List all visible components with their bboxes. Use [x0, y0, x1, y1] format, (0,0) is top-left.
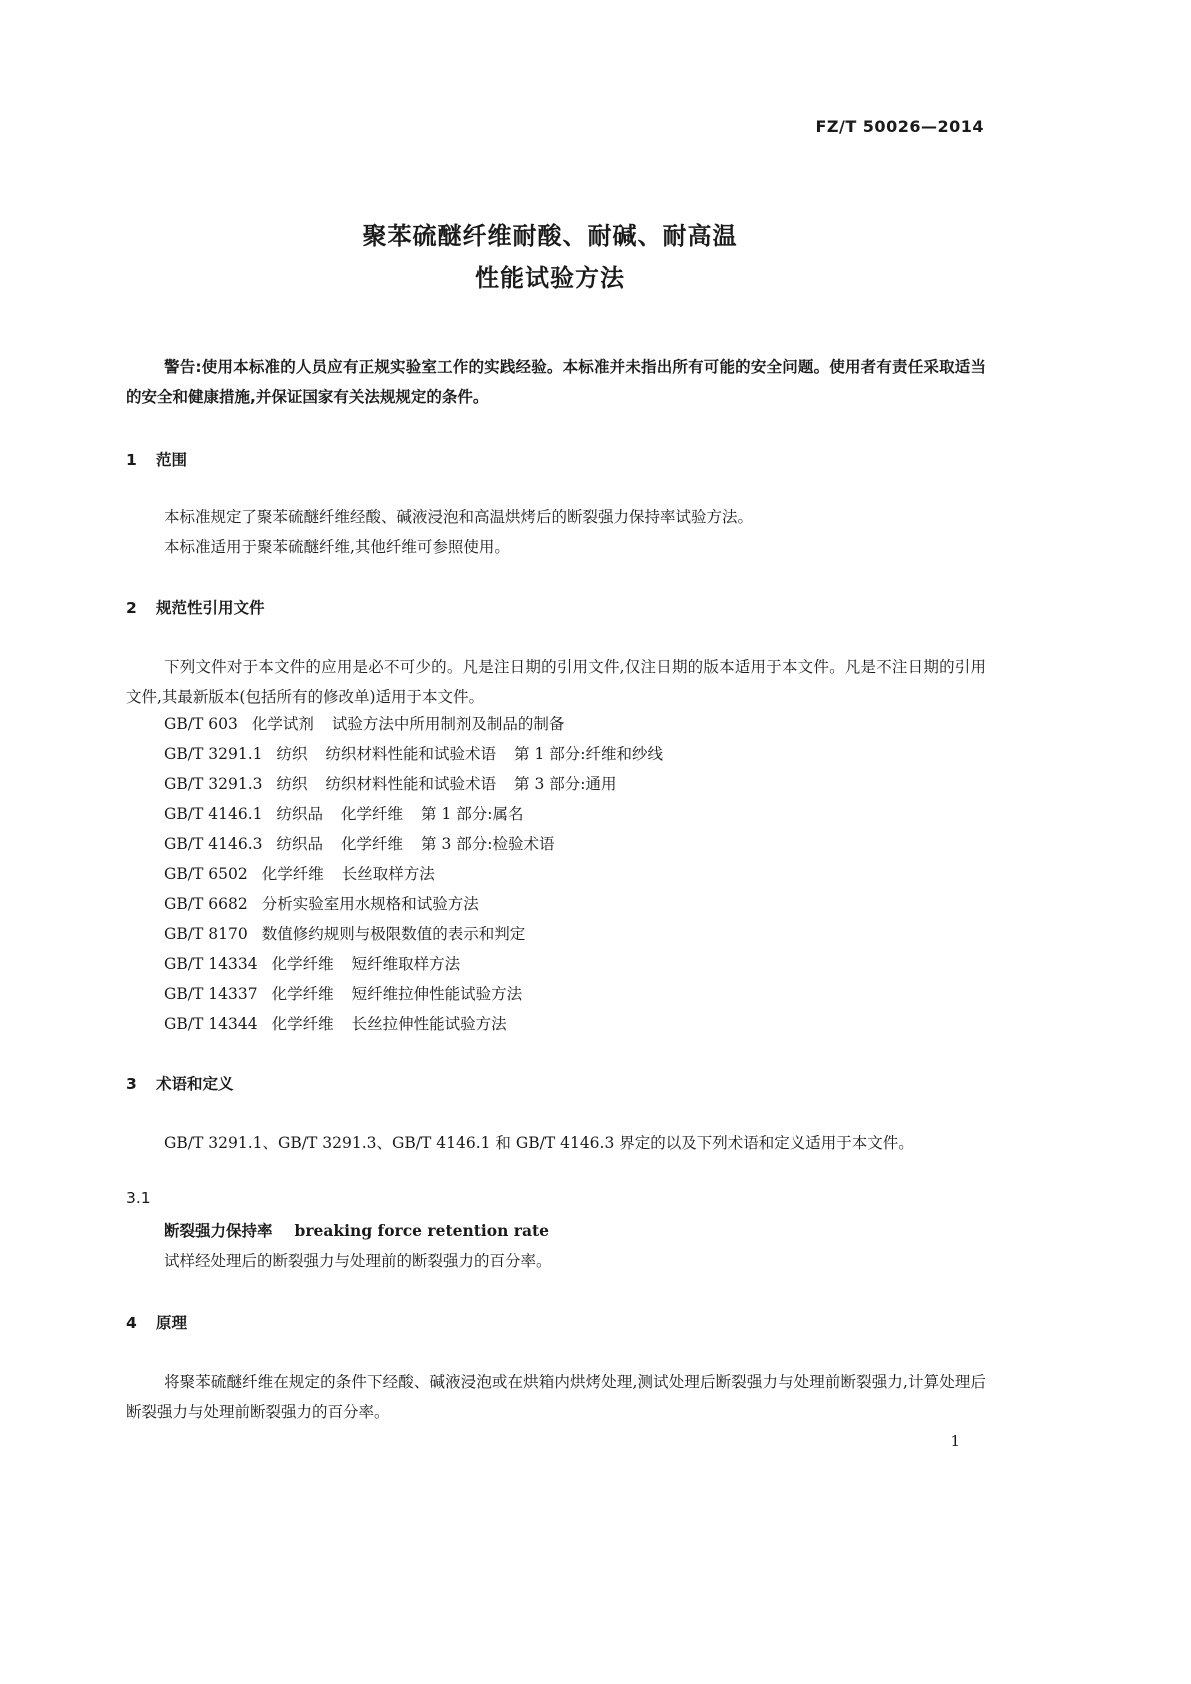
- page-number: 1: [950, 1432, 960, 1450]
- section-number: 1: [126, 451, 137, 469]
- reference-title-part: 纺织材料性能和试验术语: [325, 745, 497, 763]
- reference-code: GB/T 3291.1: [164, 745, 263, 763]
- reference-title-part: 试验方法中所用制剂及制品的制备: [331, 715, 565, 733]
- reference-title-part: 第 1 部分:属名: [421, 805, 524, 823]
- section-number: 4: [126, 1314, 137, 1332]
- reference-title-part: 纺织品: [276, 805, 324, 823]
- reference-code: GB/T 14334: [164, 955, 258, 973]
- reference-title-part: 短纤维拉伸性能试验方法: [351, 985, 523, 1003]
- reference-code: GB/T 8170: [164, 925, 248, 943]
- document-title-line-1: 聚苯硫醚纤维耐酸、耐碱、耐高温: [362, 222, 738, 250]
- section-title: 术语和定义: [156, 1075, 234, 1093]
- reference-item: [164, 1012, 507, 1034]
- reference-title-part: 第 1 部分:纤维和纱线: [514, 745, 663, 763]
- reference-title-part: 纺织材料性能和试验术语: [325, 775, 497, 793]
- reference-item: [164, 832, 554, 854]
- reference-item: [164, 952, 460, 974]
- reference-code: GB/T 3291.3: [164, 775, 263, 793]
- scope-paragraph-2: 本标准适用于聚苯硫醚纤维,其他纤维可参照使用。: [164, 538, 510, 556]
- reference-item: [164, 742, 663, 764]
- warning-paragraph: 警告:使用本标准的人员应有正规实验室工作的实践经验。本标准并未指出所有可能的安全问题。使用者有责任采取适当的安全和健康措施,并保证国家有关法规规定的条件。: [126, 358, 986, 406]
- section-2-heading: [126, 596, 265, 618]
- reference-item: [164, 892, 479, 914]
- reference-title-part: 纺织品: [276, 835, 324, 853]
- reference-code: GB/T 603: [164, 715, 238, 733]
- reference-title-part: 化学纤维: [341, 805, 404, 823]
- reference-title-part: 化学纤维: [271, 955, 334, 973]
- section-3-heading: [126, 1072, 234, 1094]
- reference-title-part: 第 3 部分:通用: [514, 775, 617, 793]
- section-title: 范围: [156, 451, 188, 469]
- reference-code: GB/T 4146.3: [164, 835, 263, 853]
- scope-paragraph-1: 本标准规定了聚苯硫醚纤维经酸、碱液浸泡和高温烘烤后的断裂强力保持率试验方法。: [164, 508, 754, 526]
- references-intro: 下列文件对于本文件的应用是必不可少的。凡是注日期的引用文件,仅注日期的版本适用于本文件。凡是不注日期的引用文件,其最新版本(包括所有的修改单)适用于本文件。: [126, 658, 986, 706]
- section-4-heading: [126, 1311, 187, 1333]
- term-chinese: 断裂强力保持率: [164, 1222, 273, 1240]
- document-title-line-2: 性能试验方法: [475, 264, 625, 292]
- reference-title-part: 纺织: [276, 745, 308, 763]
- reference-title-part: 长丝拉伸性能试验方法: [351, 1015, 507, 1033]
- reference-title-part: 长丝取样方法: [341, 865, 435, 883]
- reference-title-part: 纺织: [276, 775, 308, 793]
- reference-title-part: 短纤维取样方法: [351, 955, 461, 973]
- section-title: 原理: [156, 1314, 188, 1332]
- term-entry: [164, 1219, 549, 1241]
- reference-title-part: 化学纤维: [271, 1015, 334, 1033]
- term-number: 3.1: [126, 1189, 151, 1207]
- reference-code: GB/T 6502: [164, 865, 248, 883]
- section-number: 3: [126, 1075, 137, 1093]
- reference-code: GB/T 4146.1: [164, 805, 263, 823]
- reference-item: [164, 982, 522, 1004]
- reference-title-part: 化学纤维: [341, 835, 404, 853]
- reference-code: GB/T 14337: [164, 985, 258, 1003]
- term-english: breaking force retention rate: [294, 1221, 550, 1240]
- reference-code: GB/T 14344: [164, 1015, 258, 1033]
- principle-paragraph: 将聚苯硫醚纤维在规定的条件下经酸、碱液浸泡或在烘箱内烘烤处理,测试处理后断裂强力与处理前断裂强力,计算处理后断裂强力与处理前断裂强力的百分率。: [126, 1373, 986, 1421]
- reference-title-part: 化学试剂: [251, 715, 314, 733]
- section-1-heading: [126, 448, 187, 470]
- reference-code: GB/T 6682: [164, 895, 248, 913]
- reference-title-part: 分析实验室用水规格和试验方法: [261, 895, 479, 913]
- term-definition: 试样经处理后的断裂强力与处理前的断裂强力的百分率。: [164, 1252, 552, 1270]
- reference-item: [164, 802, 523, 824]
- reference-item: [164, 712, 564, 734]
- reference-item: [164, 862, 435, 884]
- reference-title-part: 数值修约规则与极限数值的表示和判定: [261, 925, 526, 943]
- terms-intro: GB/T 3291.1、GB/T 3291.3、GB/T 4146.1 和 GB/T 4146.3 界定的以及下列术语和定义适用于本文件。: [164, 1134, 914, 1152]
- section-title: 规范性引用文件: [156, 599, 265, 617]
- standard-code: FZ/T 50026—2014: [815, 117, 984, 136]
- reference-title-part: 第 3 部分:检验术语: [421, 835, 555, 853]
- section-number: 2: [126, 599, 137, 617]
- reference-title-part: 化学纤维: [271, 985, 334, 1003]
- reference-item: [164, 772, 616, 794]
- reference-title-part: 化学纤维: [261, 865, 324, 883]
- reference-item: [164, 922, 525, 944]
